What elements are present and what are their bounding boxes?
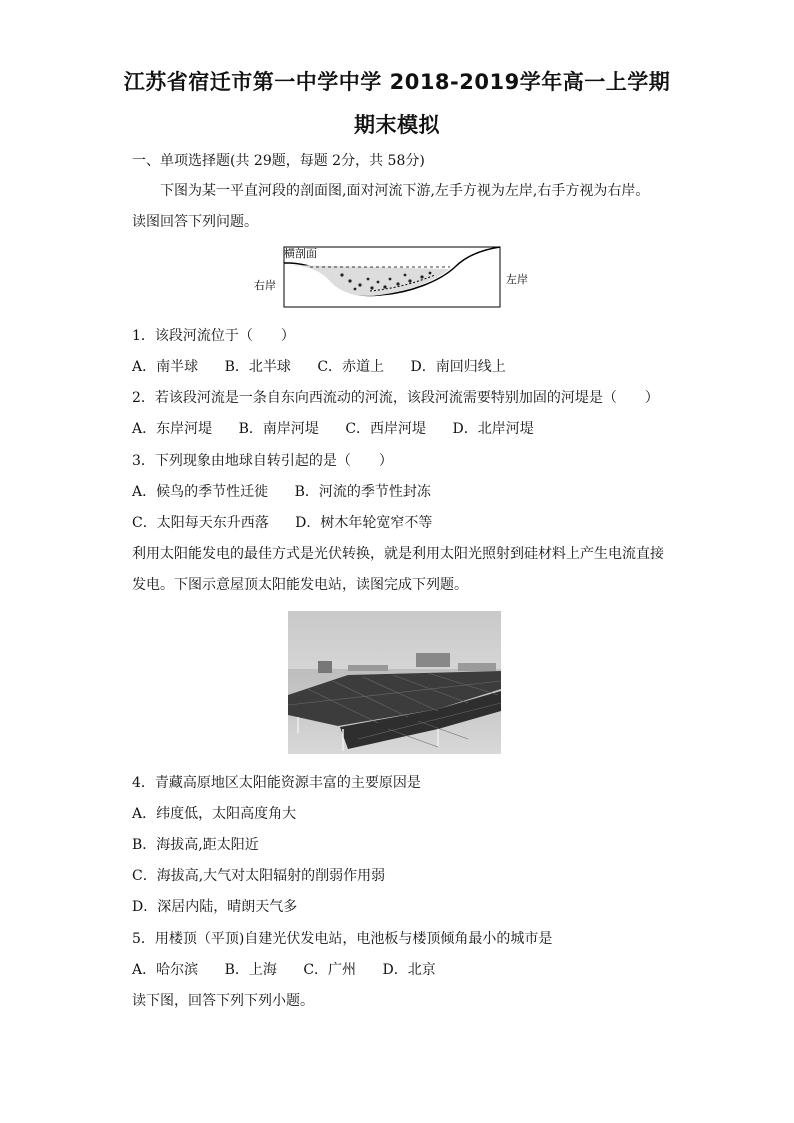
question-3-stem: 3．下列现象由地球自转引起的是（ ）: [132, 453, 393, 469]
intro-paragraph-1b: 读图回答下列问题。: [132, 214, 258, 230]
closing-instruction: 读下图，回答下列下列小题。: [132, 993, 314, 1009]
figure-label-right-bank: 右岸: [254, 279, 276, 292]
q3-option-c[interactable]: C．太阳每天东升西落: [132, 515, 269, 531]
q1-option-d[interactable]: D．南回归线上: [410, 359, 506, 375]
question-3-options-row2: [132, 513, 454, 533]
q5-option-b[interactable]: B．上海: [224, 962, 277, 978]
section-heading: 一、单项选择题(共 29题，每题 2分，共 58分): [132, 153, 425, 169]
river-cross-section-diagram: [250, 243, 540, 311]
intro-paragraph-2b: 发电。下图示意屋顶太阳能发电站，读图完成下列题。: [132, 577, 468, 593]
question-1-stem: 1．该段河流位于（ ）: [132, 328, 295, 344]
q2-option-b[interactable]: B．南岸河堤: [238, 421, 319, 437]
q4-option-c[interactable]: C．海拔高,大气对太阳辐射的削弱作用弱: [132, 868, 386, 884]
river-cross-section-figure: [250, 243, 540, 311]
q3-option-b[interactable]: B．河流的季节性封冻: [294, 484, 431, 500]
intro-paragraph-1a: 下图为某一平直河段的剖面图,面对河流下游,左手方视为左岸,右手方视为右岸。: [160, 183, 650, 199]
page-title: 江苏省宿迁市第一中学中学 2018-2019学年高一上学期: [123, 70, 671, 94]
q3-option-d[interactable]: D．树木年轮宽窄不等: [295, 515, 433, 531]
solar-panels-image: [288, 611, 501, 754]
question-5-stem: 5．用楼顶（平顶)自建光伏发电站，电池板与楼顶倾角最小的城市是: [132, 931, 553, 947]
page-subtitle: 期末模拟: [354, 113, 440, 137]
q2-option-a[interactable]: A．东岸河堤: [132, 421, 213, 437]
question-5-options: [132, 960, 458, 980]
figure-label-left-bank: 左岸: [506, 273, 528, 286]
q5-option-d[interactable]: D．北京: [382, 962, 436, 978]
question-1-options: [132, 357, 528, 377]
q4-option-d[interactable]: D．深居内陆，晴朗天气多: [132, 899, 298, 915]
q4-option-a[interactable]: A．纬度低，太阳高度角大: [132, 806, 297, 822]
q2-option-d[interactable]: D．北岸河堤: [452, 421, 534, 437]
figure-label-top: 横剖面: [284, 247, 317, 260]
question-2-stem: 2．若该段河流是一条自东向西流动的河流，该段河流需要特别加固的河堤是（ ）: [132, 390, 659, 406]
q5-option-c[interactable]: C．广州: [303, 962, 357, 978]
q1-option-a[interactable]: A．南半球: [132, 359, 199, 375]
question-3-options-row1: [132, 482, 453, 502]
intro-paragraph-2a: 利用太阳能发电的最佳方式是光伏转换，就是利用太阳光照射到硅材料上产生电流直接: [132, 546, 664, 562]
q5-option-a[interactable]: A．哈尔滨: [132, 962, 199, 978]
q4-option-b[interactable]: B．海拔高,距太阳近: [132, 837, 259, 853]
q2-option-c[interactable]: C．西岸河堤: [345, 421, 427, 437]
q1-option-c[interactable]: C．赤道上: [317, 359, 385, 375]
question-2-options: [132, 419, 556, 439]
rooftop-solar-photo: [288, 611, 501, 754]
q3-option-a[interactable]: A．候鸟的季节性迁徙: [132, 484, 269, 500]
question-4-stem: 4．青藏高原地区太阳能资源丰富的主要原因是: [132, 775, 421, 791]
q1-option-b[interactable]: B．北半球: [224, 359, 291, 375]
